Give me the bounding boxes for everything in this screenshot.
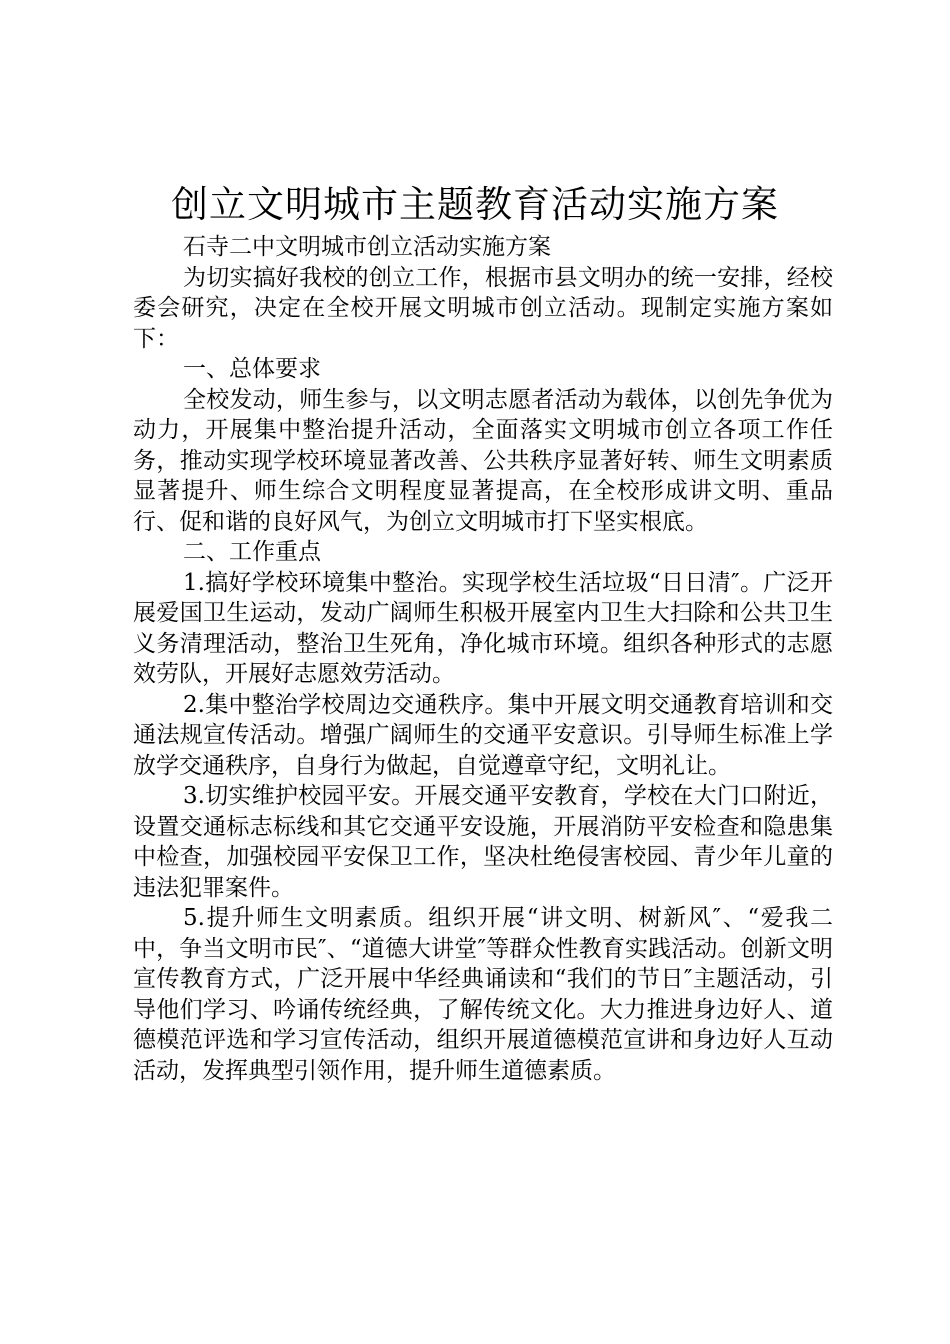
- document-title: 创立文明城市主题教育活动实施方案: [171, 183, 779, 226]
- paragraph-subtitle: 石寺二中文明城市创立活动实施方案: [183, 234, 551, 260]
- paragraph-item-1: 1.搞好学校环境集中整治。实现学校生活垃圾“日日清″。广泛开展爱国卫生运动，发动广阔师生积极开展室内卫生大扫除和公共卫生义务清理活动，整治卫生死角，净化城市环境。组织各种形式的志愿效劳队，开展好志愿效劳活动。: [133, 569, 833, 687]
- paragraph-item-5: 5.提升师生文明素质。组织开展“讲文明、树新风″、“爱我二中，争当文明市民″、“道德大讲堂″等群众性教育实践活动。创新文明宣传教育方式，广泛开展中华经典诵读和“我们的节日″主题活动，引导他们学习、吟诵传统经典，了解传统文化。大力推进身边好人、道德模范评选和学习宣传活动，组织开展道德模范宣讲和身边好人互动活动，发挥典型引领作用，提升师生道德素质。: [133, 905, 833, 1084]
- paragraph-intro: 为切实搞好我校的创立工作，根据市县文明办的统一安排，经校委会研究，决定在全校开展文明城市创立活动。现制定实施方案如下：: [133, 264, 833, 352]
- paragraph-general-requirements: 全校发动，师生参与，以文明志愿者活动为载体，以创先争优为动力，开展集中整治提升活动，全面落实文明城市创立各项工作任务，推动实现学校环境显著改善、公共秩序显著好转、师生文明素质显著提升、师生综合文明程度显著提高，在全校形成讲文明、重品行、促和谐的良好风气，为创立文明城市打下坚实根底。: [133, 386, 833, 535]
- paragraph-item-2: 2.集中整治学校周边交通秩序。集中开展文明交通教育培训和交通法规宣传活动。增强广阔师生的交通平安意识。引导师生标准上学放学交通秩序，自身行为做起，自觉遵章守纪，文明礼让。: [133, 691, 833, 779]
- document-body: [133, 232, 833, 1086]
- section-heading-general-requirements: 一、总体要求: [183, 356, 321, 382]
- section-heading-work-focus: 二、工作重点: [183, 539, 321, 565]
- paragraph-item-3: 3.切实维护校园平安。开展交通平安教育，学校在大门口附近，设置交通标志标线和其它交通平安设施，开展消防平安检查和隐患集中检查，加强校园平安保卫工作，坚决杜绝侵害校园、青少年儿童的违法犯罪案件。: [133, 783, 833, 901]
